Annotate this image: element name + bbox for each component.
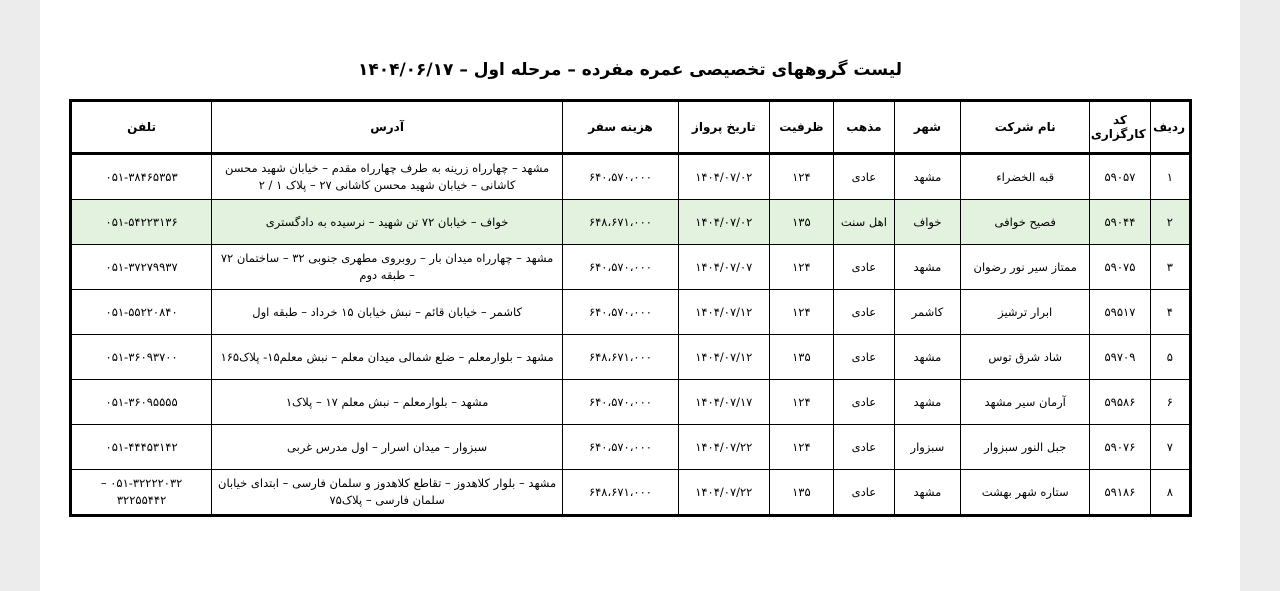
- table-row: [71, 470, 1191, 516]
- cell-phone: ۰۵۱-۳۶۰۹۳۷۰۰: [71, 335, 212, 380]
- cell-company: ممتاز سیر نور رضوان: [961, 245, 1090, 290]
- cell-code: ۵۹۰۷۵: [1090, 245, 1150, 290]
- cell-cost: ۶۴۸،۶۷۱،۰۰۰: [563, 335, 679, 380]
- header-code: کد کارگزاری: [1090, 101, 1150, 154]
- header-city: شهر: [894, 101, 961, 154]
- cell-cost: ۶۴۰،۵۷۰،۰۰۰: [563, 380, 679, 425]
- cell-phone: ۰۵۱-۳۲۲۲۲۰۳۲ – ۳۲۲۵۵۴۴۲: [71, 470, 212, 516]
- header-company: نام شرکت: [961, 101, 1090, 154]
- cell-religion: عادی: [834, 335, 894, 380]
- cell-capacity: ۱۳۵: [769, 200, 834, 245]
- cell-religion: عادی: [834, 154, 894, 200]
- header-cost: هزینه سفر: [563, 101, 679, 154]
- header-date: تاریخ پرواز: [678, 101, 769, 154]
- cell-address: مشهد – چهارراه میدان بار – روبروی مطهری جنوبی ۳۲ – ساختمان ۷۲ – طبقه دوم: [212, 245, 563, 290]
- cell-religion: عادی: [834, 245, 894, 290]
- cell-cost: ۶۴۸،۶۷۱،۰۰۰: [563, 200, 679, 245]
- cell-code: ۵۹۰۷۶: [1090, 425, 1150, 470]
- cell-phone: ۰۵۱-۵۵۲۲۰۸۴۰: [71, 290, 212, 335]
- cell-date: ۱۴۰۴/۰۷/۰۲: [678, 154, 769, 200]
- cell-address: کاشمر – خیابان قائم – نبش خیابان ۱۵ خرداد – طبقه اول: [212, 290, 563, 335]
- cell-company: شاد شرق توس: [961, 335, 1090, 380]
- header-row: ردیف: [1150, 101, 1190, 154]
- cell-code: ۵۹۰۴۴: [1090, 200, 1150, 245]
- cell-cost: ۶۴۰،۵۷۰،۰۰۰: [563, 154, 679, 200]
- cell-date: ۱۴۰۴/۰۷/۱۲: [678, 290, 769, 335]
- table-row: [71, 290, 1191, 335]
- cell-date: ۱۴۰۴/۰۷/۱۲: [678, 335, 769, 380]
- cell-code: ۵۹۵۸۶: [1090, 380, 1150, 425]
- table-header-row: [71, 101, 1191, 154]
- cell-religion: عادی: [834, 290, 894, 335]
- cell-phone: ۰۵۱-۳۶۰۹۵۵۵۵: [71, 380, 212, 425]
- cell-row: ۳: [1150, 245, 1190, 290]
- cell-capacity: ۱۲۴: [769, 425, 834, 470]
- table-row: [71, 200, 1191, 245]
- cell-city: مشهد: [894, 245, 961, 290]
- cell-date: ۱۴۰۴/۰۷/۰۲: [678, 200, 769, 245]
- header-capacity: ظرفیت: [769, 101, 834, 154]
- cell-company: آرمان سیر مشهد: [961, 380, 1090, 425]
- cell-religion: اهل سنت: [834, 200, 894, 245]
- cell-code: ۵۹۱۸۶: [1090, 470, 1150, 516]
- table-row: [71, 245, 1191, 290]
- header-address: آدرس: [212, 101, 563, 154]
- cell-code: ۵۹۷۰۹: [1090, 335, 1150, 380]
- cell-capacity: ۱۲۴: [769, 154, 834, 200]
- cell-city: مشهد: [894, 470, 961, 516]
- cell-address: خواف – خیابان ۷۲ تن شهید – نرسیده به دادگستری: [212, 200, 563, 245]
- cell-phone: ۰۵۱-۳۷۲۷۹۹۳۷: [71, 245, 212, 290]
- cell-code: ۵۹۰۵۷: [1090, 154, 1150, 200]
- cell-code: ۵۹۵۱۷: [1090, 290, 1150, 335]
- cell-row: ۱: [1150, 154, 1190, 200]
- cell-company: ستاره شهر بهشت: [961, 470, 1090, 516]
- cell-address: مشهد – بلوار کلاهدوز – تقاطع کلاهدوز و سلمان فارسی – ابتدای خیابان سلمان فارسی – پلاک۷۵: [212, 470, 563, 516]
- cell-address: مشهد – بلوارمعلم – نبش معلم ۱۷ – پلاک۱: [212, 380, 563, 425]
- cell-religion: عادی: [834, 425, 894, 470]
- cell-row: ۷: [1150, 425, 1190, 470]
- table-row: [71, 425, 1191, 470]
- cell-cost: ۶۴۰،۵۷۰،۰۰۰: [563, 245, 679, 290]
- cell-date: ۱۴۰۴/۰۷/۲۲: [678, 425, 769, 470]
- cell-company: ابرار ترشیز: [961, 290, 1090, 335]
- cell-phone: ۰۵۱-۴۴۴۵۳۱۴۲: [71, 425, 212, 470]
- cell-date: ۱۴۰۴/۰۷/۱۷: [678, 380, 769, 425]
- page-title: لیست گروههای تخصیصی عمره مفرده – مرحله اول – ۱۴۰۴/۰۶/۱۷: [357, 60, 903, 80]
- cell-company: جبل النور سبزوار: [961, 425, 1090, 470]
- cell-cost: ۶۴۸،۶۷۱،۰۰۰: [563, 470, 679, 516]
- cell-capacity: ۱۲۴: [769, 380, 834, 425]
- cell-row: ۲: [1150, 200, 1190, 245]
- table-row: [71, 380, 1191, 425]
- cell-city: خواف: [894, 200, 961, 245]
- cell-city: مشهد: [894, 380, 961, 425]
- cell-company: قبه الخضراء: [961, 154, 1090, 200]
- cell-religion: عادی: [834, 380, 894, 425]
- cell-row: ۸: [1150, 470, 1190, 516]
- cell-city: مشهد: [894, 154, 961, 200]
- cell-date: ۱۴۰۴/۰۷/۲۲: [678, 470, 769, 516]
- umrah-groups-table: [69, 99, 1192, 517]
- cell-row: ۵: [1150, 335, 1190, 380]
- cell-city: مشهد: [894, 335, 961, 380]
- table-row: [71, 335, 1191, 380]
- cell-phone: ۰۵۱-۳۸۴۶۵۳۵۳: [71, 154, 212, 200]
- cell-address: سبزوار – میدان اسرار – اول مدرس غربی: [212, 425, 563, 470]
- cell-address: مشهد – چهارراه زرینه به طرف چهارراه مقدم – خیابان شهید محسن کاشانی – خیابان شهید محسن کاشانی ۲۷ – پلاک ۱ / ۲: [212, 154, 563, 200]
- cell-city: کاشمر: [894, 290, 961, 335]
- cell-row: ۴: [1150, 290, 1190, 335]
- cell-capacity: ۱۳۵: [769, 335, 834, 380]
- cell-company: فصیح خوافی: [961, 200, 1090, 245]
- table-row: [71, 154, 1191, 200]
- header-religion: مذهب: [834, 101, 894, 154]
- cell-capacity: ۱۲۴: [769, 245, 834, 290]
- cell-phone: ۰۵۱-۵۴۲۲۳۱۳۶: [71, 200, 212, 245]
- cell-city: سبزوار: [894, 425, 961, 470]
- cell-religion: عادی: [834, 470, 894, 516]
- cell-date: ۱۴۰۴/۰۷/۰۷: [678, 245, 769, 290]
- cell-cost: ۶۴۰،۵۷۰،۰۰۰: [563, 425, 679, 470]
- cell-capacity: ۱۳۵: [769, 470, 834, 516]
- cell-cost: ۶۴۰،۵۷۰،۰۰۰: [563, 290, 679, 335]
- cell-capacity: ۱۲۴: [769, 290, 834, 335]
- cell-row: ۶: [1150, 380, 1190, 425]
- cell-address: مشهد – بلوارمعلم – ضلع شمالی میدان معلم – نبش معلم۱۵- پلاک۱۶۵: [212, 335, 563, 380]
- header-phone: تلفن: [71, 101, 212, 154]
